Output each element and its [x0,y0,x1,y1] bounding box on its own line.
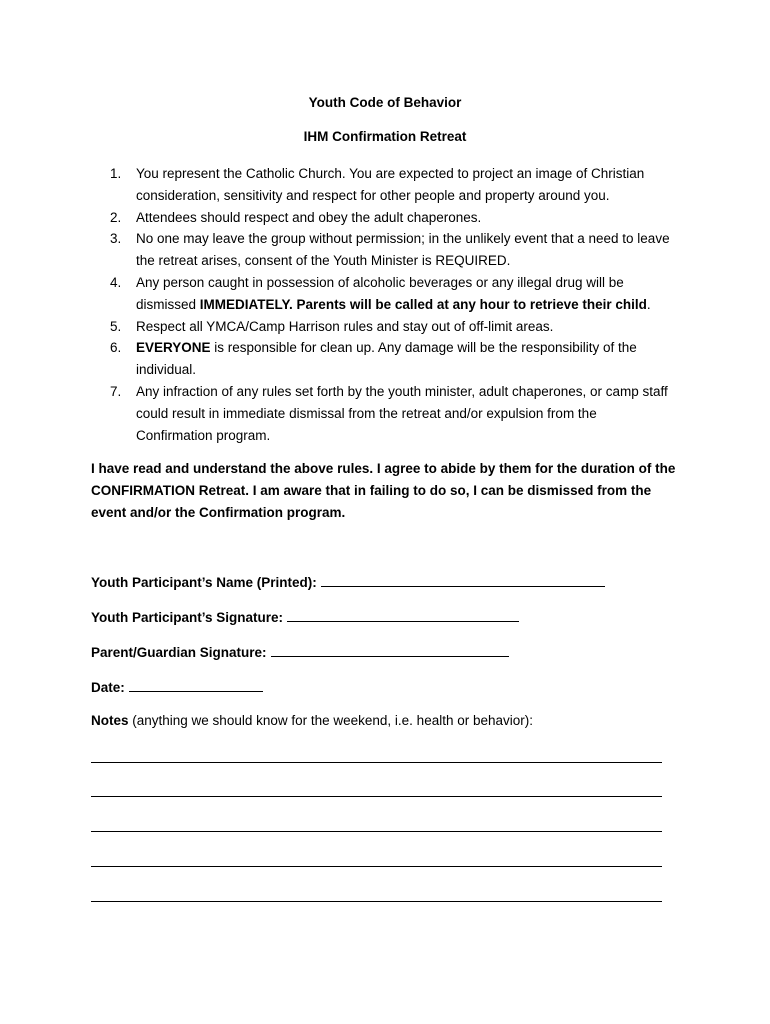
page-title: Youth Code of Behavior [308,95,462,110]
date-label: Date: [91,680,125,695]
rule-number: 3. [110,231,122,247]
rule-number: 2. [110,209,122,225]
signature-field [91,608,519,627]
notes-line[interactable] [91,901,662,902]
rule-text-emphasis: EVERYONE [136,340,211,356]
notes-line[interactable] [91,796,662,797]
rule-item-1 [110,163,670,207]
rule-item-7 [110,381,670,446]
name-input-line[interactable] [321,573,605,587]
notes-line[interactable] [91,831,662,832]
rule-item-5 [110,316,670,338]
rules-list [110,163,670,446]
parent-signature-field [91,643,509,662]
rule-text: Any infraction of any rules set forth by the youth minister, adult chaperones, or camp staff could result in immediate dismissal from the retreat and/or expulsion from the Confirmation program. [136,383,668,443]
date-field [91,678,263,697]
rule-number: 7. [110,383,122,399]
notes-hint: (anything we should know for the weekend, i.e. health or behavior): [128,713,534,728]
rule-item-3 [110,228,670,272]
rule-text: is responsible for clean up. Any damage will be the responsibility of the individual. [136,340,637,378]
signature-label: Youth Participant’s Signature: [91,610,284,625]
notes-line[interactable] [91,866,662,867]
notes-label: Notes [91,713,129,728]
name-label: Youth Participant’s Name (Printed): [91,575,317,590]
rule-number: 4. [110,274,122,290]
rule-text-end: . [646,296,651,312]
name-field [91,573,605,592]
rule-text: Attendees should respect and obey the adult chaperones. [136,209,482,225]
page-subtitle: IHM Confirmation Retreat [303,129,467,144]
rule-number: 5. [110,318,122,334]
date-input-line[interactable] [129,678,263,692]
rule-text-emphasis: IMMEDIATELY. Parents will be called at any hour to retrieve their child [199,296,647,312]
parent-signature-input-line[interactable] [271,643,509,657]
rule-text: Any person caught in possession of alcoholic beverages or any illegal drug will be dismissed [136,274,624,312]
signature-input-line[interactable] [287,608,519,622]
rule-item-4 [110,272,670,316]
notes-heading [91,712,533,730]
rule-item-2 [110,207,670,229]
notes-line[interactable] [91,762,662,763]
rule-item-6 [110,337,670,381]
rule-number: 1. [110,166,122,181]
rule-number: 6. [110,340,122,356]
rule-text: Respect all YMCA/Camp Harrison rules and stay out of off-limit areas. [136,318,554,334]
agreement-statement: I have read and understand the above rules. I agree to abide by them for the duration of the CONFIRMATION Retreat. I am aware that in failing to do so, I can be dismissed from the event and/or the Confirmation program. [91,461,676,520]
parent-signature-label: Parent/Guardian Signature: [91,645,267,660]
rule-text: No one may leave the group without permission; in the unlikely event that a need to leave the retreat arises, consent of the Youth Minister is REQUIRED. [136,231,670,269]
rule-text: You represent the Catholic Church. You are expected to project an image of Christian consideration, sensitivity and respect for other people and property around you. [136,166,645,203]
